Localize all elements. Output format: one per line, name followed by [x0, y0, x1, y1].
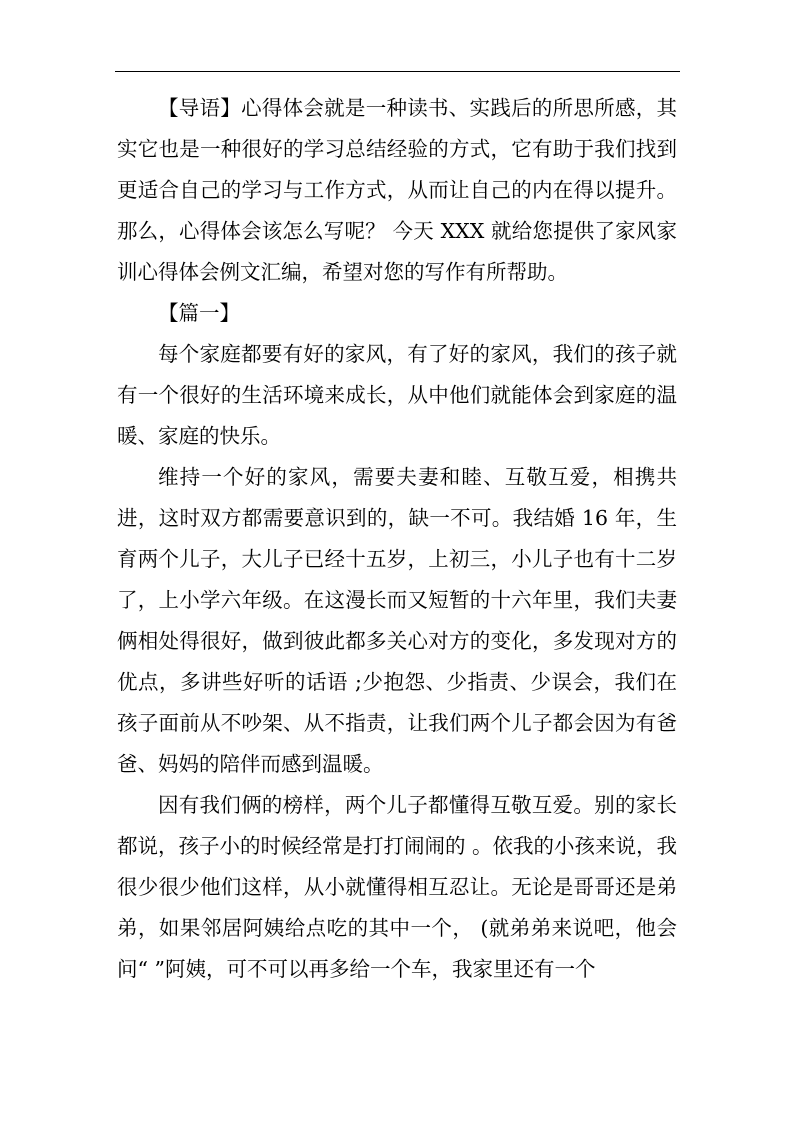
body-paragraph-3: 因有我们俩的榜样，两个儿子都懂得互敬互爱。别的家长都说，孩子小的时候经常是打打闹闹的 。依我的小孩来说，我很少很少他们这样，从小就懂得相互忍让。无论是哥哥还是弟弟，如果邻居阿姨给点吃的其中一个， (就弟弟来说吧，他会问“ ”阿姨，可不可以再多给一个车，我家里还有一个 — [117, 793, 678, 981]
document-body — [117, 88, 677, 990]
body-paragraph-2: 维持一个好的家风，需要夫妻和睦、互敬互爱，相携共进，这时双方都需要意识到的，缺一不可。我结婚 16 年，生育两个儿子，大儿子已经十五岁，上初三，小儿子也有十二岁了，上小学六年级。在这漫长而又短暂的十六年里，我们夫妻俩相处得很好，做到彼此都多关心对方的变化，多发现对方的优点，多讲些好听的话语 ;少抱怨、少指责、少误会，我们在孩子面前从不吵架、从不指责，让我们两个儿子都会因为有爸爸、妈妈的陪伴而感到温暖。 — [117, 465, 677, 776]
body-paragraph-1: 每个家庭都要有好的家风，有了好的家风，我们的孩子就有一个很好的生活环境来成长，从中他们就能体会到家庭的温暖、家庭的快乐。 — [117, 342, 677, 448]
intro-paragraph: 【导语】心得体会就是一种读书、实践后的所思所感，其实它也是一种很好的学习总结经验的方式，它有助于我们找到更适合自己的学习与工作方式，从而让自己的内在得以提升。那么，心得体会该怎么写呢？ 今天 XXX 就给您提供了家风家训心得体会例文汇编，希望对您的写作有所帮助。 — [117, 96, 677, 284]
section-title: 【篇一】 — [158, 301, 240, 325]
header-rule — [115, 71, 680, 72]
